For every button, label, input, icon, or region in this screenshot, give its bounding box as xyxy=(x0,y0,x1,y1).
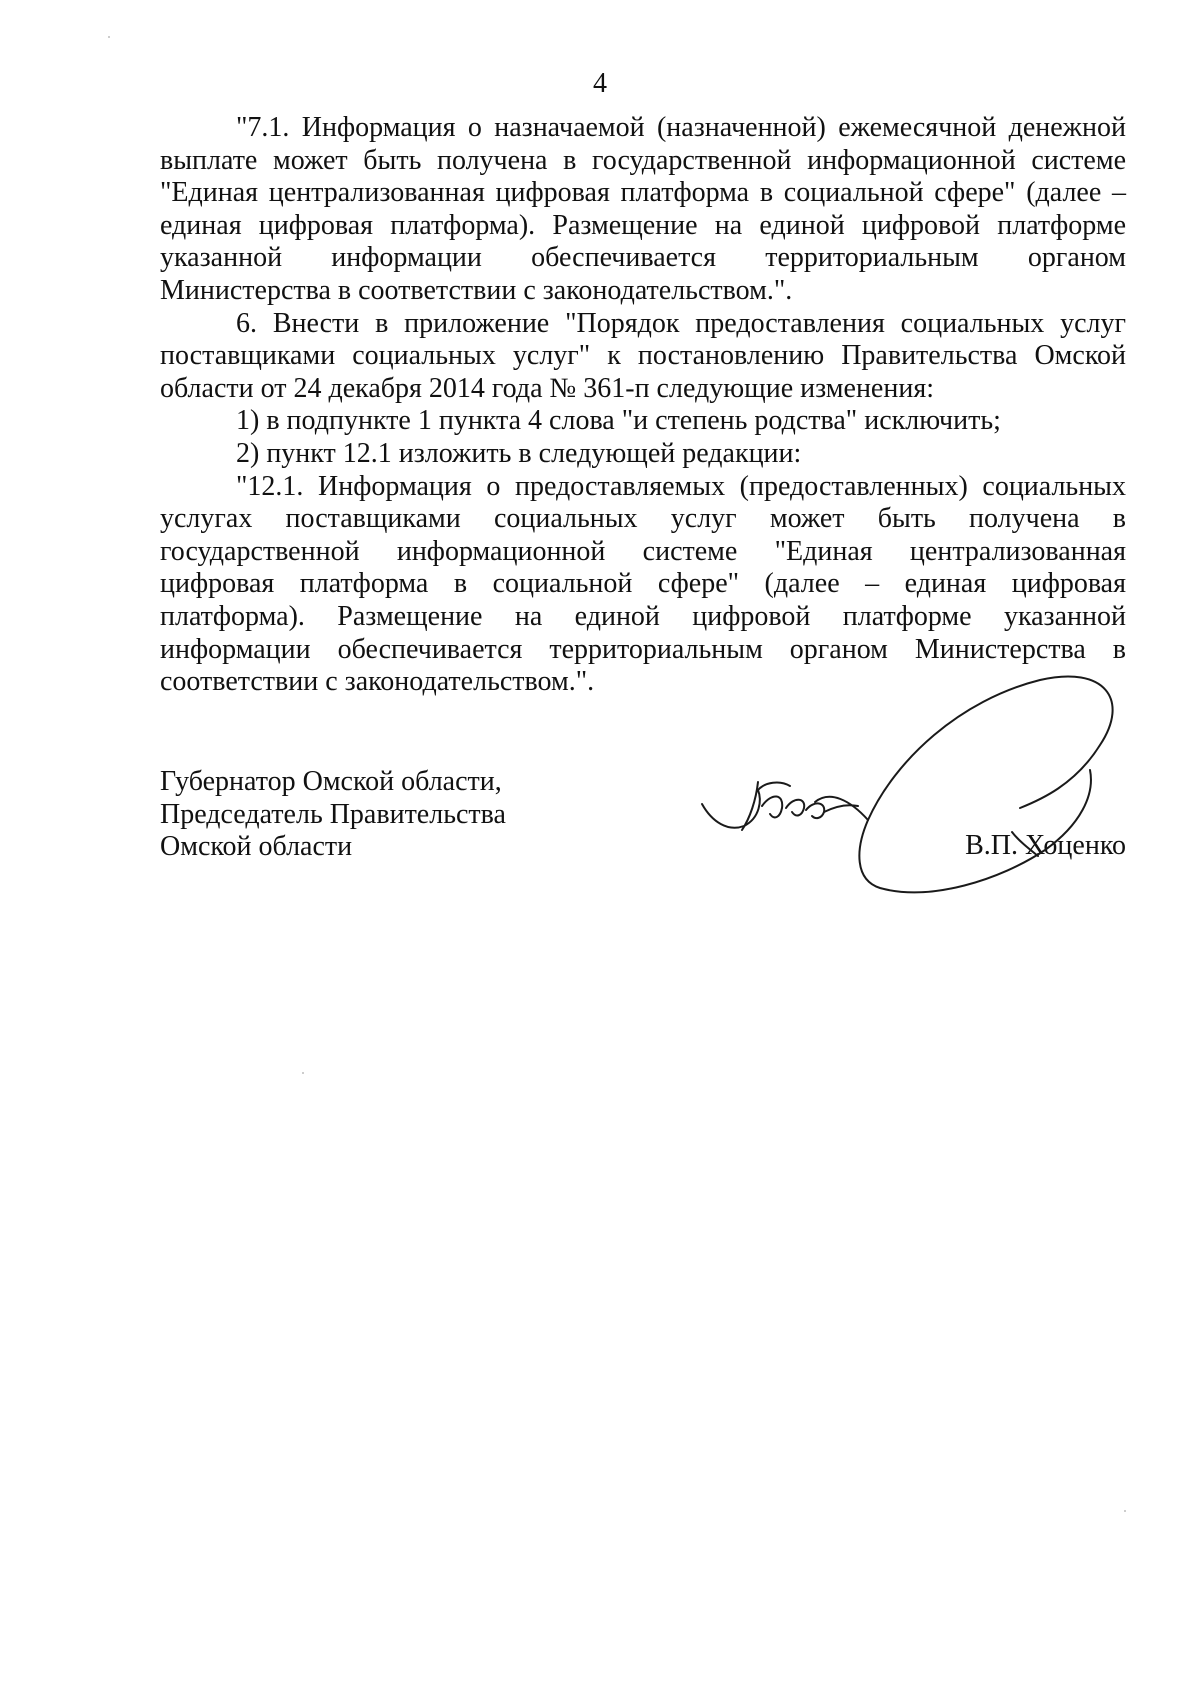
page-number: 4 xyxy=(593,68,607,99)
paragraph-subitem-2: 2) пункт 12.1 изложить в следующей редакции: xyxy=(236,437,802,469)
paragraph-12-1-text: "12.1. Информация о предоставляемых (предоставленных) социальных услугах поставщиками социальных услуг может быть получена в государственной информационной системе "Единая централизованная цифровая платформа в социальной сфере" (далее – единая цифровая платформа). Размещение на единой цифровой платформе указанной информации обеспечивается территориальным органом Министерства в соответствии с законодательством.". xyxy=(160,470,1126,698)
scan-artifact xyxy=(1124,1510,1126,1512)
signatory-position-line: Председатель Правительства xyxy=(160,798,506,830)
signature-block xyxy=(160,766,1126,876)
signatory-position-line: Губернатор Омской области, xyxy=(160,766,502,797)
signatory-name: В.П. Хоценко xyxy=(965,830,1126,861)
scan-artifact xyxy=(108,36,110,38)
scan-artifact xyxy=(302,1072,304,1074)
signatory-position xyxy=(160,766,600,864)
paragraph-item-6: 6. Внести в приложение "Порядок предоставления социальных услуг поставщиками социальных услуг" к постановлению Правительства Омской области от 24 декабря 2014 года № 361-п следующие изменения: xyxy=(160,307,1126,404)
signatory-position-line: Омской области xyxy=(160,831,353,863)
paragraph-subitem-1: 1) в подпункте 1 пункта 4 слова "и степень родства" исключить; xyxy=(236,405,1001,437)
document-body xyxy=(160,112,1126,699)
paragraph-7-1-text: "7.1. Информация о назначаемой (назначенной) ежемесячной денежной выплате может быть получена в государственной информационной системе "Единая централизованная цифровая платформа в социальной сфере" (далее – единая цифровая платформа). Размещение на единой цифровой платформе указанной информации обеспечивается территориальным органом Министерства в соответствии с законодательством.". xyxy=(160,112,1126,306)
